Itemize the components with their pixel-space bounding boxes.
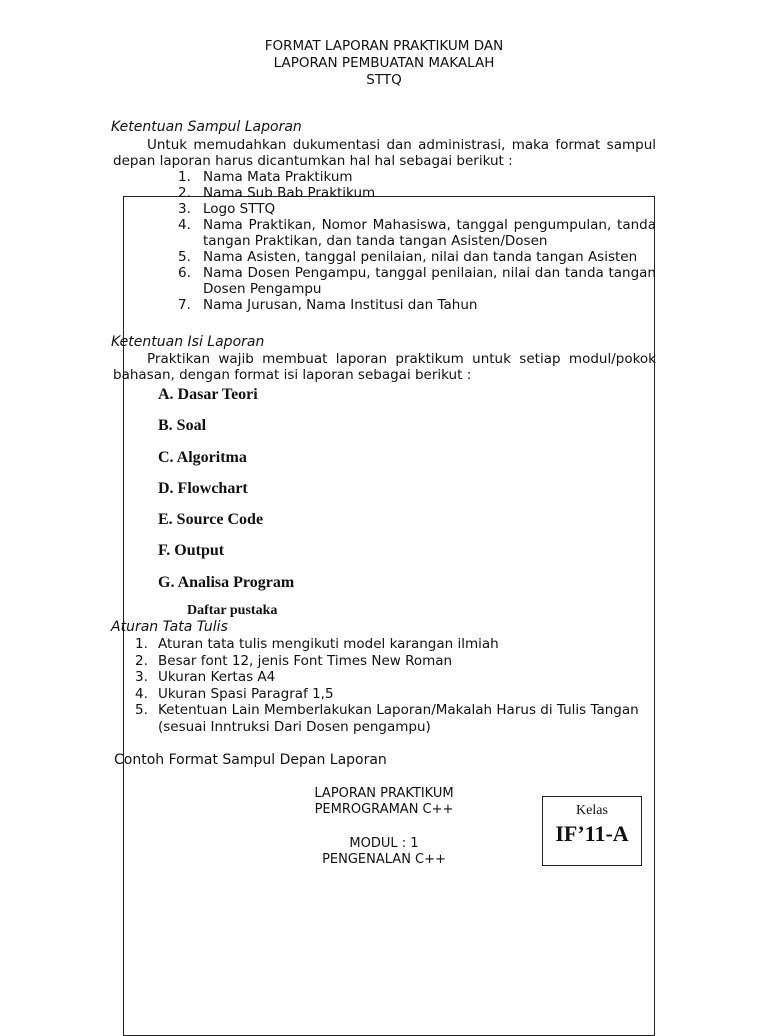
list-item: 5. Ketentuan Lain Memberlakukan Laporan/Makalah Harus di Tulis Tangan (sesuai Inntruksi Dari Dosen pengampu) <box>135 702 639 735</box>
sampul-heading: Ketentuan Sampul Laporan <box>111 119 302 135</box>
kelas-value: IF’11-A <box>555 821 629 846</box>
cover-line-3: MODUL : 1 <box>349 836 419 851</box>
cover-line-4: PENGENALAN C++ <box>322 852 446 867</box>
document-title <box>0 38 768 89</box>
isi-item-algoritma: C. Algoritma <box>158 449 247 466</box>
tata-heading: Aturan Tata Tulis <box>111 619 228 635</box>
isi-item-analisa-program: G. Analisa Program <box>158 574 295 591</box>
isi-intro: Praktikan wajib membuat laporan praktikum untuk setiap modul/pokok bahasan, dengan format isi laporan sebagai berikut : <box>113 351 656 383</box>
title-line-3: STTQ <box>366 72 402 88</box>
list-item: 2. Nama Sub Bab Praktikum <box>178 185 376 201</box>
list-item: 4. Nama Praktikan, Nomor Mahasiswa, tanggal pengumpulan, tanda tangan Praktikan, dan tanda tangan Asisten/Dosen <box>178 217 656 249</box>
cover-line-1: LAPORAN PRAKTIKUM <box>314 786 454 801</box>
isi-heading: Ketentuan Isi Laporan <box>111 334 265 350</box>
list-item: 6. Nama Dosen Pengampu, tanggal penilaian, nilai dan tanda tangan Dosen Pengampu <box>178 265 656 297</box>
cover-line-2: PEMROGRAMAN C++ <box>314 802 454 817</box>
list-item: 1. Nama Mata Praktikum <box>178 169 353 185</box>
list-item: 3. Ukuran Kertas A4 <box>135 669 276 685</box>
title-line-2: LAPORAN PEMBUATAN MAKALAH <box>273 55 495 71</box>
isi-item-flowchart: D. Flowchart <box>158 480 248 497</box>
sampul-intro: Untuk memudahkan dukumentasi dan administrasi, maka format sampul depan laporan harus dicantumkan hal hal sebagai berikut : <box>113 137 656 169</box>
contoh-heading: Contoh Format Sampul Depan Laporan <box>114 752 387 768</box>
list-item: 7. Nama Jurusan, Nama Institusi dan Tahun <box>178 297 478 313</box>
kelas-box <box>542 796 642 866</box>
daftar-pustaka: Daftar pustaka <box>187 603 278 618</box>
sampul-list <box>178 169 656 313</box>
list-item: 5. Nama Asisten, tanggal penilaian, nilai dan tanda tangan Asisten <box>178 249 638 265</box>
list-item: 3. Logo STTQ <box>178 201 276 217</box>
isi-list <box>158 386 458 596</box>
list-item: 2. Besar font 12, jenis Font Times New Roman <box>135 652 453 669</box>
isi-item-output: F. Output <box>158 542 225 559</box>
cover-example-title <box>254 786 514 868</box>
title-line-1: FORMAT LAPORAN PRAKTIKUM DAN <box>264 38 504 54</box>
kelas-label: Kelas <box>576 803 608 818</box>
list-item: 4. Ukuran Spasi Paragraf 1,5 <box>135 685 334 702</box>
isi-item-source-code: E. Source Code <box>158 511 264 528</box>
tata-list <box>135 636 656 735</box>
isi-item-dasar-teori: A. Dasar Teori <box>158 386 258 403</box>
isi-item-soal: B. Soal <box>158 417 207 434</box>
list-item: 1. Aturan tata tulis mengikuti model karangan ilmiah <box>135 636 499 652</box>
